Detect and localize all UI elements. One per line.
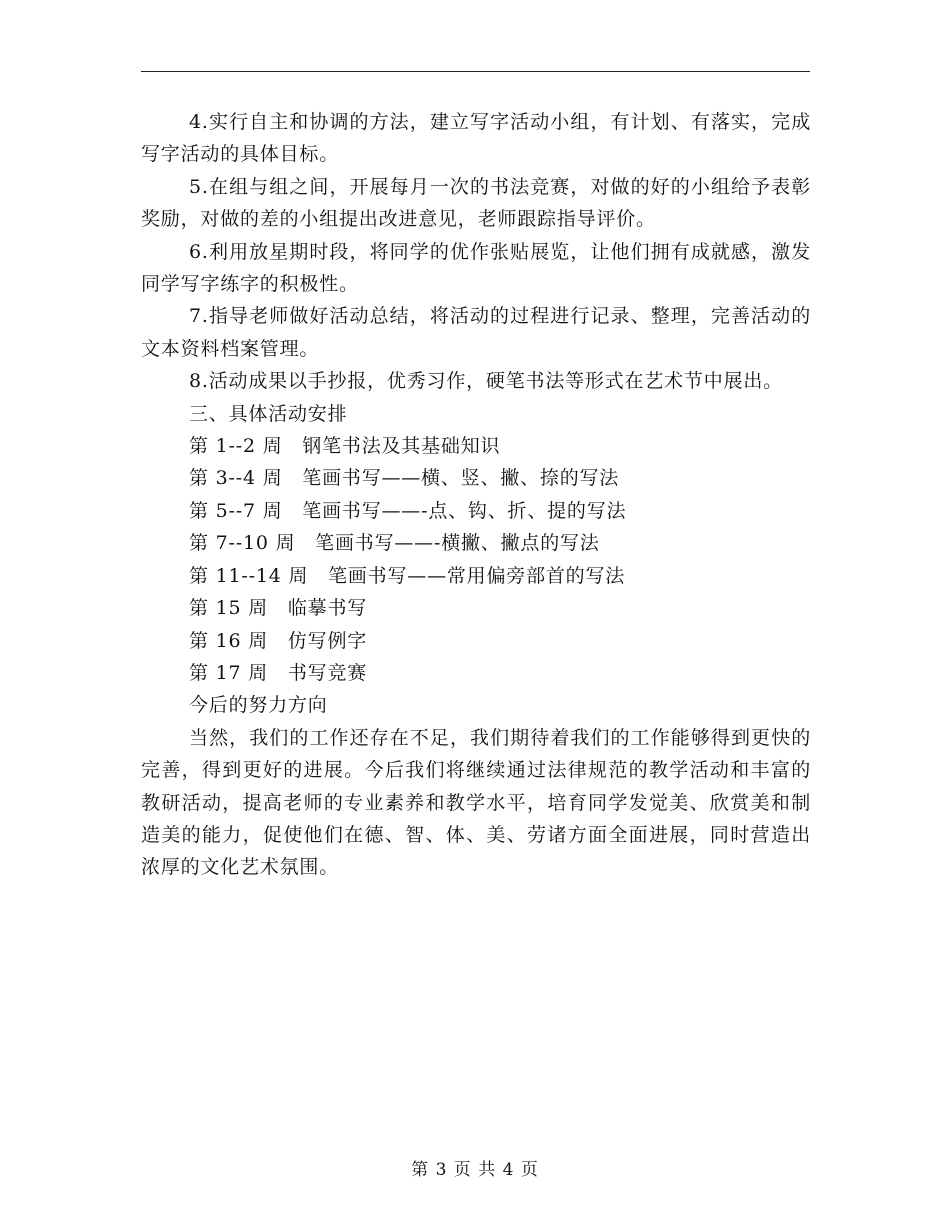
schedule-row: 第 15 周 临摹书写 bbox=[189, 597, 368, 620]
schedule-row: 第 17 周 书写竞赛 bbox=[189, 661, 368, 684]
list-item-8: 8.活动成果以手抄报，优秀习作，硬笔书法等形式在艺术节中展出。 bbox=[189, 370, 783, 393]
list-item-5: 5.在组与组之间，开展每月一次的书法竞赛，对做的好的小组给予表彰奖励，对做的差的小组提出改进意见，老师跟踪指导评价。 bbox=[141, 175, 811, 231]
list-item-6: 6.利用放星期时段，将同学的优作张贴展览，让他们拥有成就感，激发同学写字练字的积极性。 bbox=[141, 240, 811, 296]
schedule-row: 第 11--14 周 笔画书写——常用偏旁部首的写法 bbox=[189, 564, 626, 587]
schedule-row: 第 1--2 周 钢笔书法及其基础知识 bbox=[189, 435, 501, 458]
closing-paragraph: 当然，我们的工作还存在不足，我们期待着我们的工作能够得到更快的完善，得到更好的进展。今后我们将继续通过法律规范的教学活动和丰富的教研活动，提高老师的专业素养和教学水平，培育同学发觉美、欣赏美和制造美的能力，促使他们在德、智、体、美、劳诸方面全面进展，同时营造出浓厚的文化艺术氛围。 bbox=[141, 726, 811, 879]
schedule-row: 第 3--4 周 笔画书写——横、竖、撇、捺的写法 bbox=[189, 467, 620, 490]
list-item-7: 7.指导老师做好活动总结，将活动的过程进行记录、整理，完善活动的文本资料档案管理。 bbox=[141, 305, 811, 360]
section-heading: 三、具体活动安排 bbox=[189, 402, 348, 425]
schedule-row: 第 7--10 周 笔画书写——-横撇、撇点的写法 bbox=[189, 532, 600, 555]
future-heading: 今后的努力方向 bbox=[189, 694, 328, 717]
list-item-4: 4.实行自主和协调的方法，建立写字活动小组，有计划、有落实，完成写字活动的具体目标。 bbox=[141, 111, 811, 166]
document-body bbox=[141, 106, 811, 884]
schedule-row: 第 5--7 周 笔画书写——-点、钩、折、提的写法 bbox=[189, 499, 627, 522]
header-rule bbox=[141, 71, 810, 72]
page-number: 第 3 页 共 4 页 bbox=[411, 1160, 539, 1180]
schedule-row: 第 16 周 仿写例字 bbox=[189, 629, 368, 652]
